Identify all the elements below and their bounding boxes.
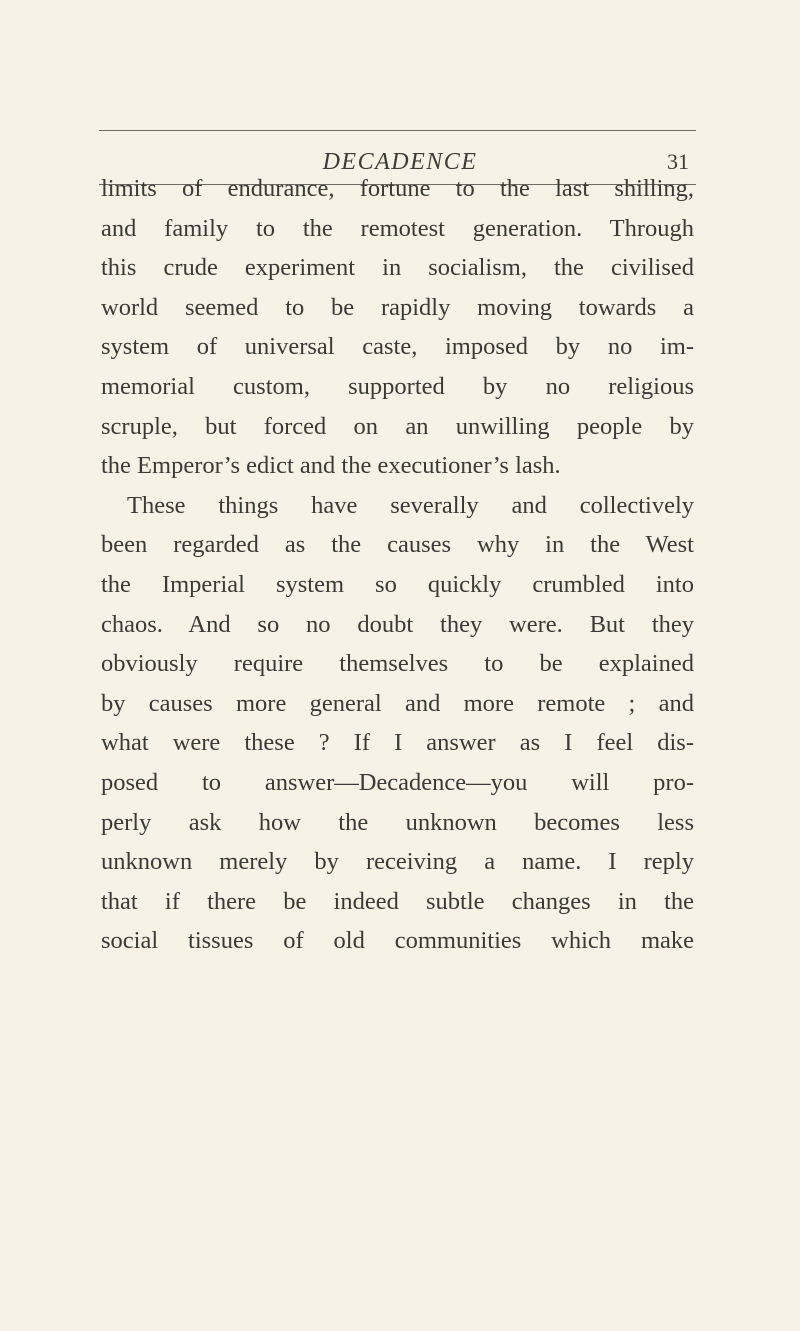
text-line: social tissues of old communities which make [101,927,694,955]
text-line: scruple, but forced on an unwilling people by [101,412,694,440]
text-line: this crude experiment in socialism, the civilised [101,254,694,282]
text-line: memorial custom, supported by no religious [101,372,694,400]
text-line: world seemed to be rapidly moving towards a [101,293,694,321]
text-line: chaos. And so no doubt they were. But they [101,610,694,638]
text-line: unknown merely by receiving a name. I reply [101,848,694,876]
text-line: what were these ? If I answer as I feel dis- [101,729,694,757]
text-line: and family to the remotest generation. Through [101,214,694,242]
text-line: that if there be indeed subtle changes in the [101,887,694,915]
text-line: the Emperor’s edict and the executioner’s lash. [101,452,561,480]
header-rule-top [99,130,696,131]
text-line: limits of endurance, fortune to the last shilling, [101,175,694,202]
body-text [101,169,694,961]
running-title: DECADENCE [322,149,478,175]
text-line: been regarded as the causes why in the West [101,531,694,559]
page-number: 31 [667,149,689,174]
text-line: the Imperial system so quickly crumbled into [101,570,694,598]
text-line: These things have severally and collectively [127,491,694,519]
text-line: obviously require themselves to be explained [101,650,694,678]
text-line: system of universal caste, imposed by no im- [101,333,694,361]
text-line: by causes more general and more remote ; and [101,689,694,717]
text-line: posed to answer—Decadence—you will pro- [101,768,694,796]
text-line: perly ask how the unknown becomes less [101,808,694,836]
